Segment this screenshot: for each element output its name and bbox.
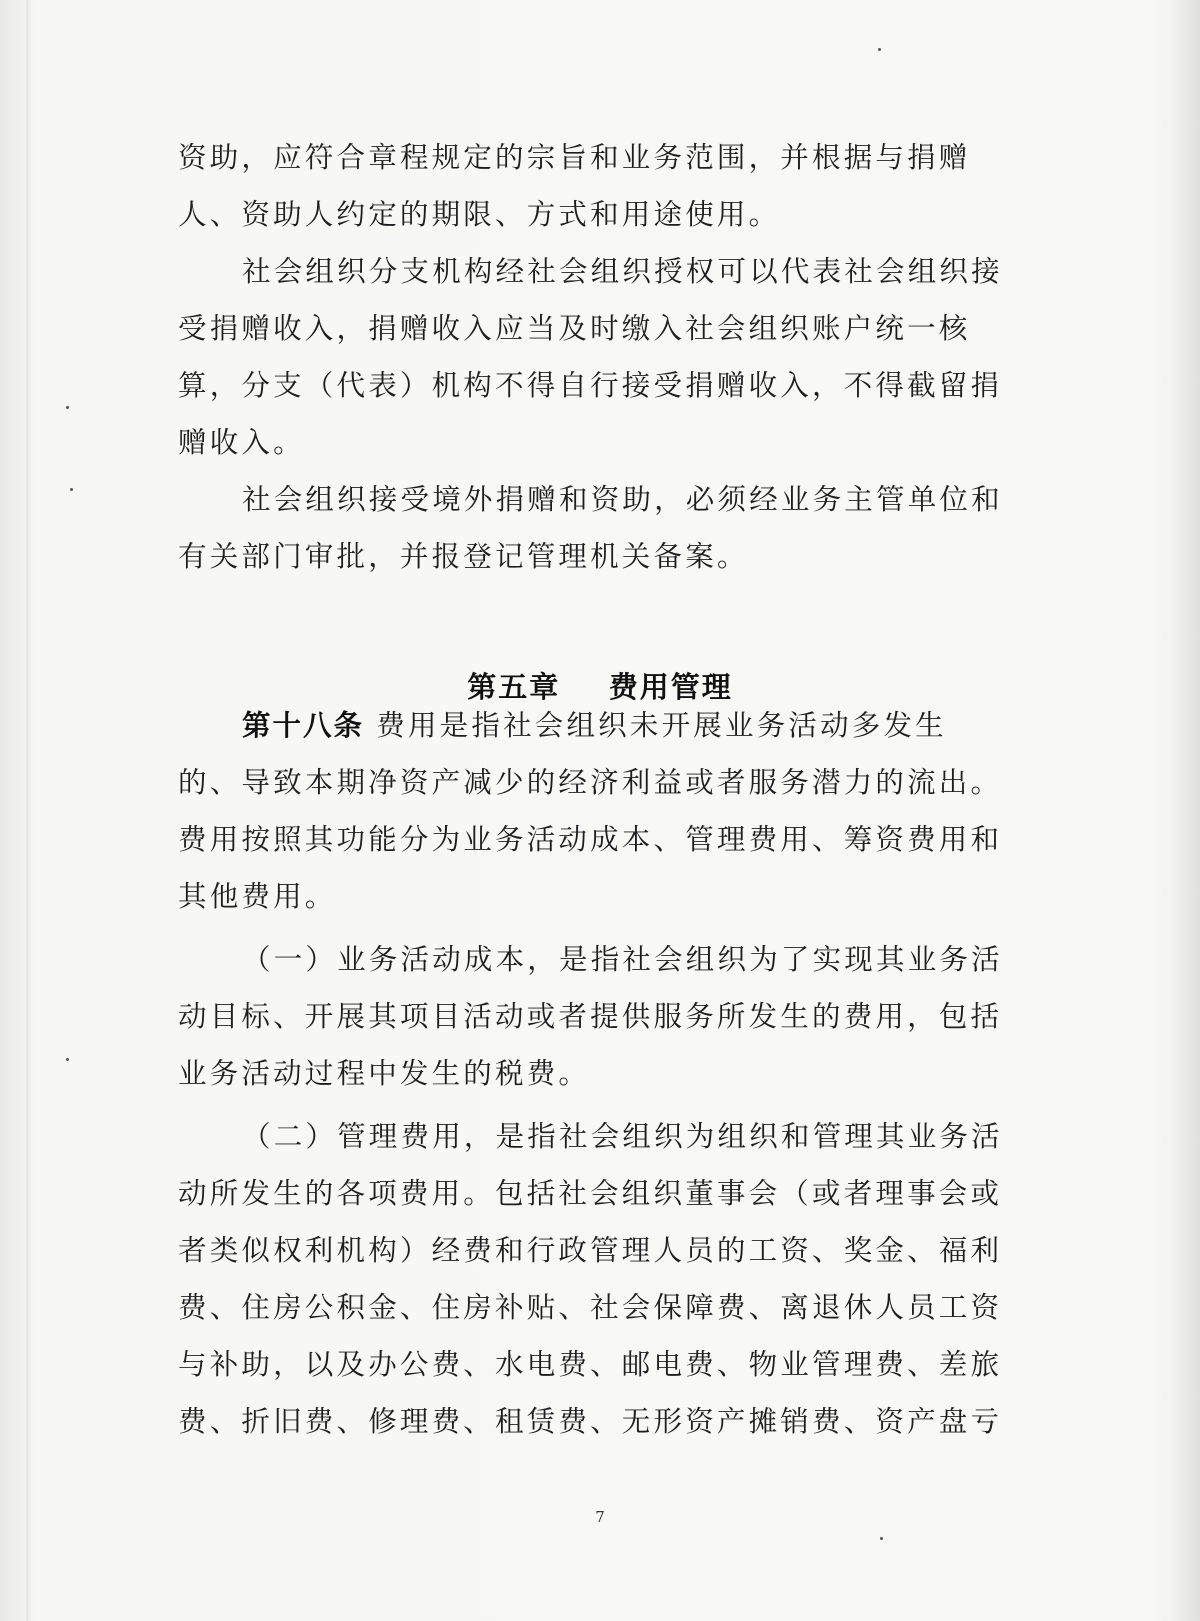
article-section bbox=[178, 697, 1008, 1450]
article-text: 费用是指社会组织未开展业务活动多发生的、导致本期净资产减少的经济利益或者服务潜力的流出。费用按照其功能分为业务活动成本、管理费用、筹资费用和其他费用。 bbox=[178, 709, 1003, 913]
chapter-number: 第五章 bbox=[467, 670, 561, 704]
top-section bbox=[178, 129, 1008, 585]
paragraph-continuation: 资助，应符合章程规定的宗旨和业务范围，并根据与捐赠人、资助人约定的期限、方式和用途使用。 bbox=[178, 141, 971, 231]
scan-speck bbox=[66, 406, 69, 409]
scan-speck bbox=[66, 1058, 69, 1061]
item-management-expenses: （二）管理费用，是指社会组织为组织和管理其业务活动所发生的各项费用。包括社会组织董事会（或者理事会或者类似权利机构）经费和行政管理人员的工资、奖金、福利费、住房公积金、住房补贴、社会保障费、离退休人员工资与补助，以及办公费、水电费、邮电费、物业管理费、差旅费、折旧费、修理费、租赁费、无形资产摊销费、资产盘亏 bbox=[178, 1120, 1003, 1438]
item-business-activity-cost: （一）业务活动成本，是指社会组织为了实现其业务活动目标、开展其项目活动或者提供服务所发生的费用，包括业务活动过程中发生的税费。 bbox=[178, 943, 1003, 1090]
chapter-title: 费用管理 bbox=[608, 670, 733, 704]
article-label: 第十八条 bbox=[242, 709, 365, 742]
scan-speck bbox=[878, 48, 881, 51]
paragraph-foreign-donations: 社会组织接受境外捐赠和资助，必须经业务主管单位和有关部门审批，并报登记管理机关备案。 bbox=[178, 483, 1003, 573]
paragraph-branch-donations: 社会组织分支机构经社会组织授权可以代表社会组织接受捐赠收入，捐赠收入应当及时缴入社会组织账户统一核算，分支（代表）机构不得自行接受捐赠收入，不得截留捐赠收入。 bbox=[178, 255, 1003, 459]
page-number: 7 bbox=[595, 1508, 605, 1526]
scan-speck bbox=[880, 1537, 883, 1540]
scan-speck bbox=[70, 488, 73, 491]
scan-shadow-right bbox=[1170, 0, 1200, 1621]
scan-shadow-left bbox=[26, 0, 32, 1621]
article-18 bbox=[178, 697, 1008, 925]
